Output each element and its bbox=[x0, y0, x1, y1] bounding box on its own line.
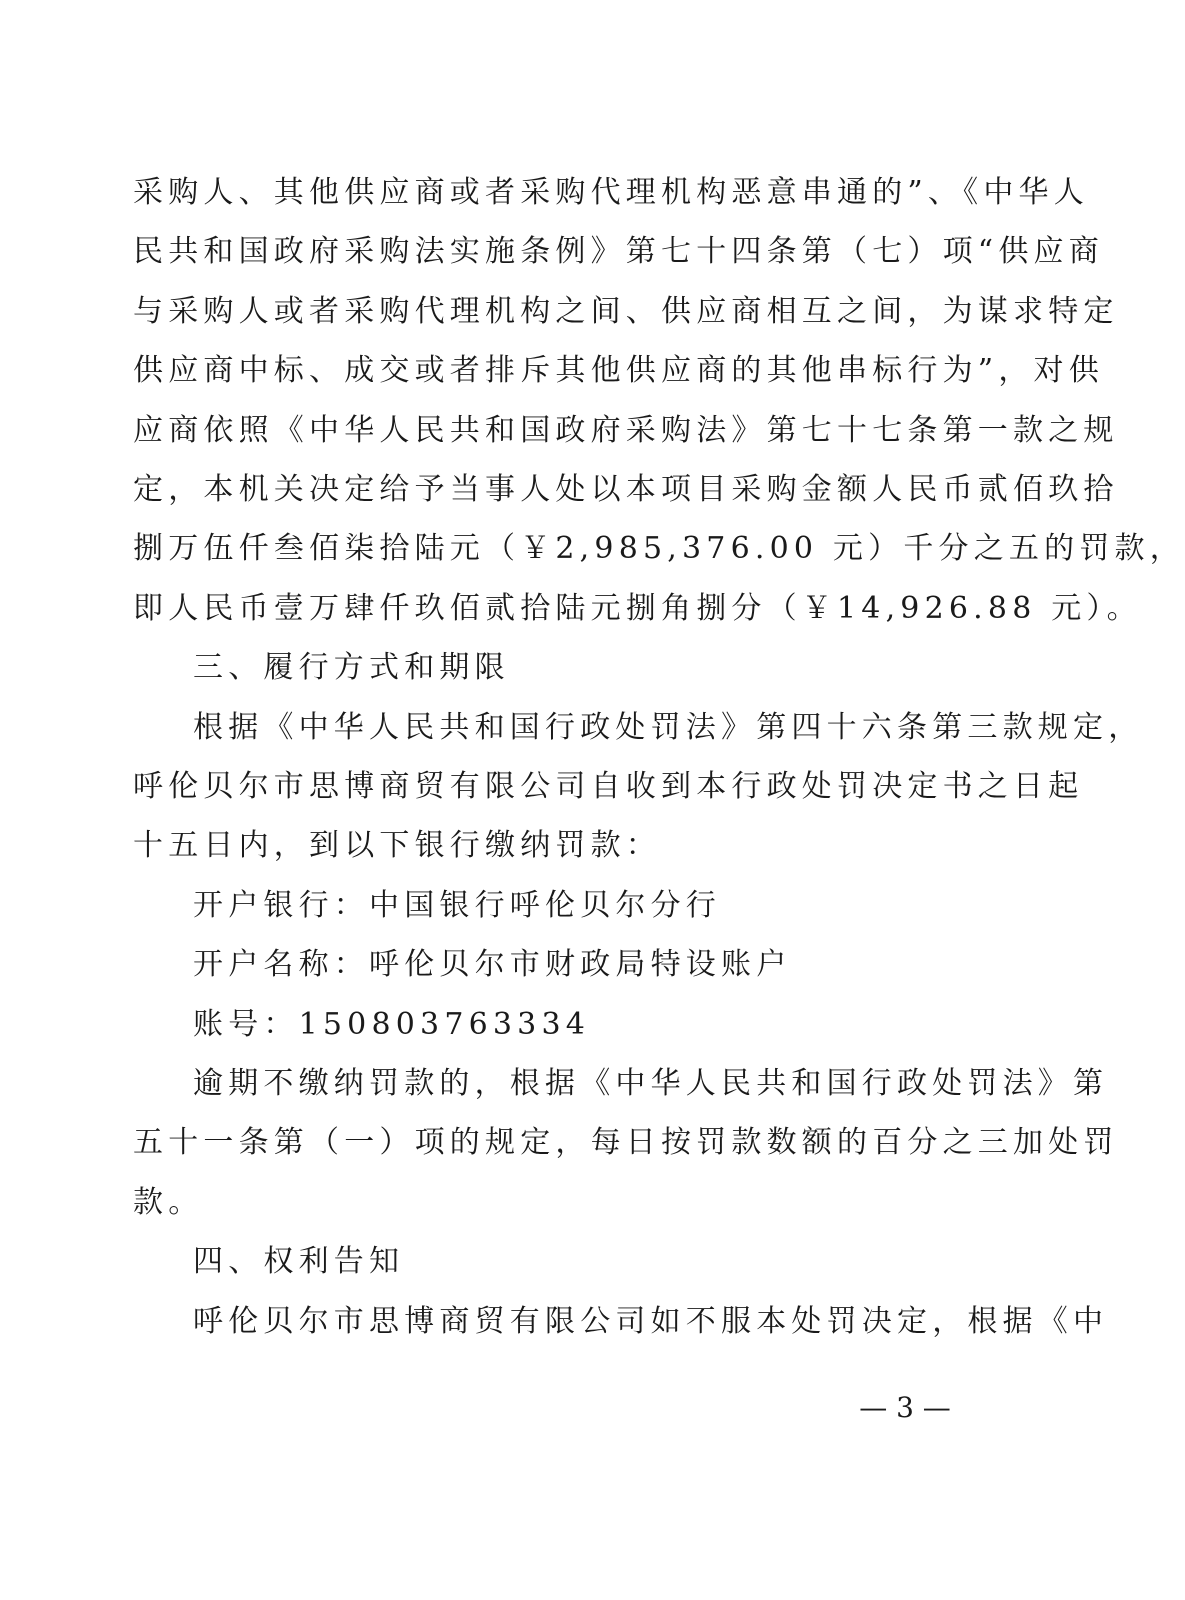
paragraph-line: 供应商中标、成交或者排斥其他供应商的其他串标行为”，对供 bbox=[133, 353, 1104, 388]
paragraph-line: 十五日内，到以下银行缴纳罚款： bbox=[133, 828, 661, 863]
paragraph-line: 根据《中华人民共和国行政处罚法》第四十六条第三款规定， bbox=[193, 710, 1144, 745]
paragraph-line: 五十一条第（一）项的规定，每日按罚款数额的百分之三加处罚 bbox=[133, 1125, 1119, 1160]
paragraph-line: 采购人、其他供应商或者采购代理机构恶意串通的”、《中华人 bbox=[133, 175, 1089, 210]
paragraph-line: 逾期不缴纳罚款的，根据《中华人民共和国行政处罚法》第 bbox=[193, 1066, 1109, 1101]
paragraph-line: 与采购人或者采购代理机构之间、供应商相互之间，为谋求特定 bbox=[133, 294, 1119, 329]
paragraph-line: 定，本机关决定给予当事人处以本项目采购金额人民币贰佰玖拾 bbox=[133, 472, 1119, 507]
paragraph-line: 即人民币壹万肆仟玖佰贰拾陆元捌角捌分（￥14,926.88 元）。 bbox=[133, 591, 1142, 626]
paragraph-line: 呼伦贝尔市思博商贸有限公司自收到本行政处罚决定书之日起 bbox=[133, 769, 1084, 804]
account-name-line: 开户名称：呼伦贝尔市财政局特设账户 bbox=[193, 947, 792, 982]
paragraph-line: 民共和国政府采购法实施条例》第七十四条第（七）项“供应商 bbox=[133, 234, 1104, 269]
paragraph-line: 呼伦贝尔市思博商贸有限公司如不服本处罚决定，根据《中 bbox=[193, 1304, 1109, 1339]
account-number-line: 账号：150803763334 bbox=[193, 1007, 591, 1042]
paragraph-line: 捌万伍仟叁佰柒拾陆元（￥2,985,376.00 元）千分之五的罚款， bbox=[133, 531, 1185, 566]
paragraph-line: 款。 bbox=[133, 1185, 204, 1220]
page-number: — 3 — bbox=[859, 1391, 951, 1424]
paragraph-line: 应商依照《中华人民共和国政府采购法》第七十七条第一款之规 bbox=[133, 413, 1119, 448]
section-heading: 三、履行方式和期限 bbox=[193, 650, 510, 685]
bank-name-line: 开户银行：中国银行呼伦贝尔分行 bbox=[193, 888, 721, 923]
section-heading: 四、权利告知 bbox=[193, 1244, 405, 1279]
